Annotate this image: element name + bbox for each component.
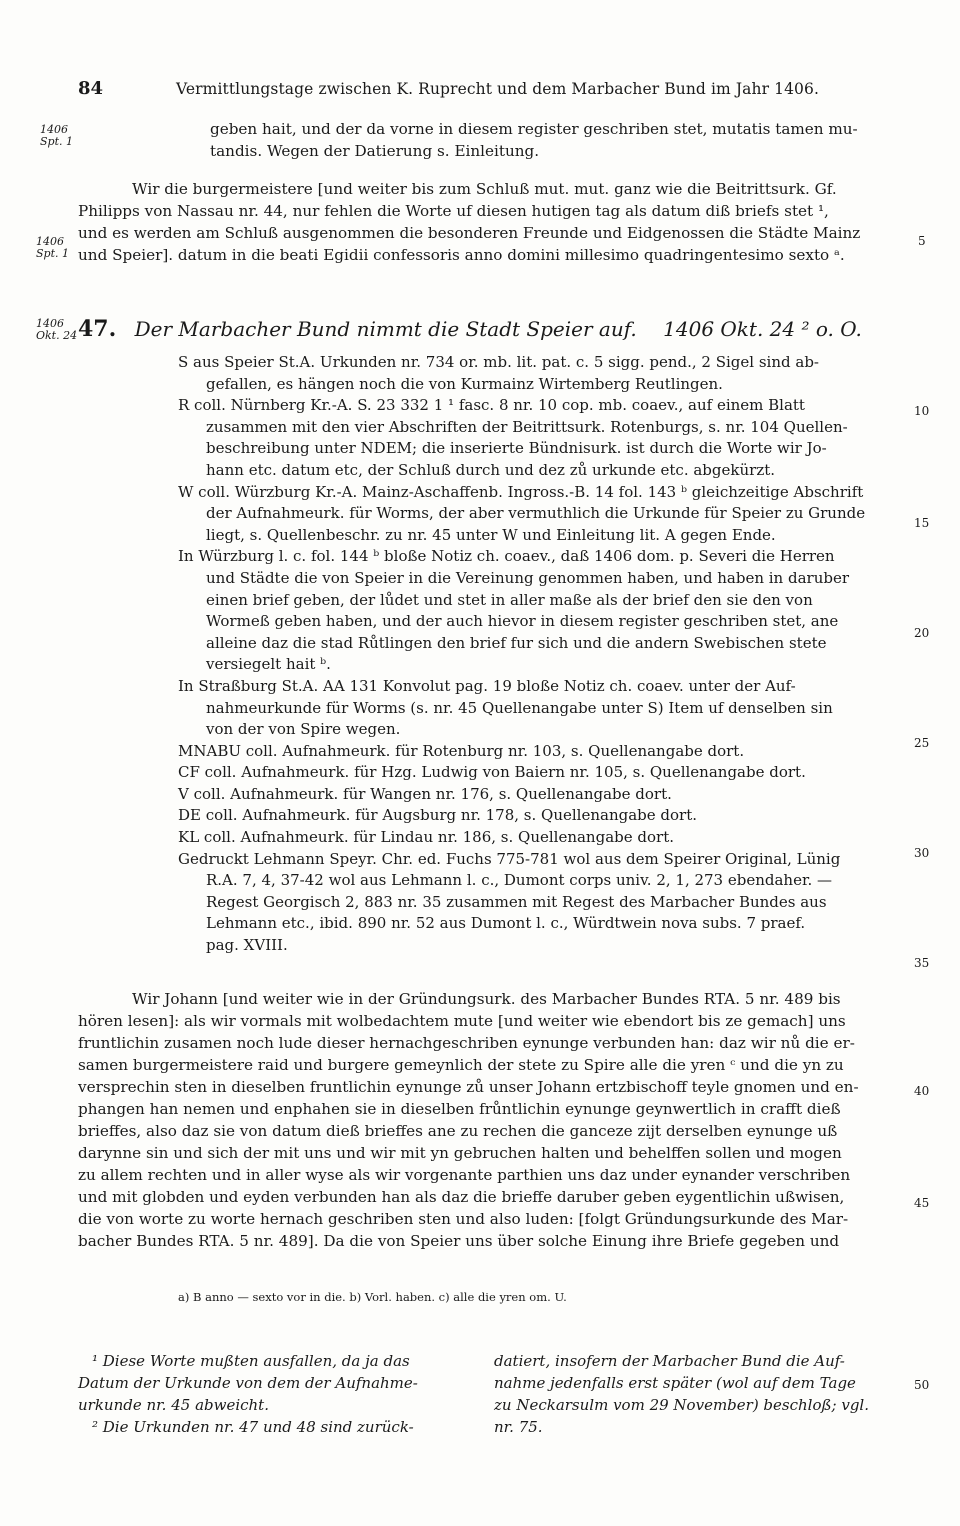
text-line: die von worte zu worte hernach geschriben sten und also luden: [folgt Gründungsurkunde des Mar-: [78, 1210, 849, 1228]
margin-date-day: Okt. 24: [36, 329, 78, 342]
document-title: Der Marbacher Bund nimmt die Stadt Speier auf.: [134, 317, 637, 341]
line-number: 30: [914, 846, 930, 860]
text-line: hann etc. datum etc, der Schluß durch und dez zů urkunde etc. abgekürzt.: [206, 460, 776, 479]
source-entry: [178, 849, 898, 957]
text-line: samen burgermeistere raid und burgere gemeynlich der stete zu Spire alle die yren ᶜ und die yn zu: [78, 1056, 844, 1074]
document-number: 47.: [78, 316, 117, 342]
text-line: brieffes, also daz sie von datum dieß brieffes ane zu rechen die ganceze zijt derselben eynunge uß: [78, 1122, 838, 1140]
source-entry: [178, 762, 898, 784]
source-entry: [178, 805, 898, 827]
margin-date: [36, 236, 69, 260]
text-line: nahmeurkunde für Worms (s. nr. 45 Quellenangabe unter S) Item uf denselben sin: [206, 698, 833, 717]
margin-date-year: 1406: [36, 317, 64, 330]
text-line: R coll. Nürnberg Kr.-A. S. 23 332 1 ¹ fasc. 8 nr. 10 cop. mb. coaev., auf einem Blatt: [178, 396, 805, 415]
margin-date-year: 1406: [40, 123, 68, 136]
text-line: S aus Speier St.A. Urkunden nr. 734 or. mb. lit. pat. c. 5 sigg. pend., 2 Sigel sind ab-: [178, 353, 819, 371]
text-line: liegt, s. Quellenbeschr. zu nr. 45 unter W und Einleitung lit. A gegen Ende.: [206, 525, 776, 544]
text-line: einen brief geben, der lůdet und stet in aller maße als der brief den sie den von: [206, 590, 813, 609]
text-line: W coll. Würzburg Kr.-A. Mainz-Aschaffenb. Ingross.-B. 14 fol. 143 ᵇ gleichzeitige Abschrift: [178, 482, 864, 501]
text-critical-notes: a) B anno — sexto vor in die. b) Vorl. haben. c) alle die yren om. U.: [178, 1290, 567, 1304]
footnote-line: datiert, insofern der Marbacher Bund die Auf-: [494, 1352, 845, 1370]
main-text: [78, 988, 892, 1252]
margin-date-day: Spt. 1: [40, 135, 73, 148]
text-line: versprechin sten in dieselben fruntlichin eynunge zů unser Johann ertzbischoff teyle gnomen und en-: [78, 1078, 859, 1096]
source-entry: [178, 741, 898, 763]
source-entry: [178, 676, 898, 741]
footnote-line: ² Die Urkunden nr. 47 und 48 sind zurück-: [92, 1418, 414, 1436]
line-number: 50: [914, 1378, 930, 1392]
line-number: 10: [914, 404, 930, 418]
text-line: In Würzburg l. c. fol. 144 ᵇ bloße Notiz ch. coaev., daß 1406 dom. p. Severi die Herren: [178, 547, 835, 566]
running-title: Vermittlungstage zwischen K. Ruprecht und dem Marbacher Bund im Jahr 1406.: [176, 80, 819, 98]
text-line: geben hait, und der da vorne in diesem register geschriben stet, mutatis tamen mu-: [210, 120, 858, 138]
text-line: R.A. 7, 4, 37-42 wol aus Lehmann l. c., Dumont corps univ. 2, 1, 273 ebendaher. —: [206, 871, 833, 890]
source-entry: [178, 352, 898, 395]
text-line: phangen han nemen und enphahen sie in dieselben frůntlichin eynunge geynwertlich in crafft dieß: [78, 1100, 841, 1118]
text-line: fruntlichin zusamen noch lude dieser hernachgeschriben eynunge verbunden han: daz wir nů die er-: [78, 1034, 855, 1052]
text-line: Wir die burgermeistere [und weiter bis zum Schluß mut. mut. ganz wie die Beitrittsurk. Gf.: [132, 180, 837, 198]
text-line: Gedruckt Lehmann Speyr. Chr. ed. Fuchs 775-781 wol aus dem Speirer Original, Lünig: [178, 849, 841, 868]
source-apparatus: [178, 352, 898, 957]
margin-date: [40, 124, 73, 148]
text-line: und Speier]. datum in die beati Egidii confessoris anno domini millesimo quadringentesimo sexto ᵃ.: [78, 246, 845, 264]
source-entry: [178, 546, 898, 676]
source-entry: [178, 482, 898, 547]
source-entry: [178, 827, 898, 849]
line-number: 15: [914, 516, 930, 530]
text-line: alleine daz die stad Růtlingen den brief fur sich und die andern Swebischen stete: [206, 633, 827, 652]
text-line: DE coll. Aufnahmeurk. für Augsburg nr. 178, s. Quellenangabe dort.: [178, 806, 698, 825]
text-line: und Städte die von Speier in die Vereinung genommen haben, und haben in daruber: [206, 568, 850, 587]
source-entry: [178, 784, 898, 806]
line-number: 45: [914, 1196, 930, 1210]
text-line: der Aufnahmeurk. für Worms, der aber vermuthlich die Urkunde für Speier zu Grunde: [206, 504, 866, 523]
footnote-line: zu Neckarsulm vom 29 November) beschloß; vgl.: [494, 1396, 869, 1414]
text-line: Lehmann etc., ibid. 890 nr. 52 aus Dumont l. c., Würdtwein nova subs. 7 praef.: [206, 914, 806, 933]
text-line: MNABU coll. Aufnahmeurk. für Rotenburg nr. 103, s. Quellenangabe dort.: [178, 741, 745, 760]
text-line: In Straßburg St.A. AA 131 Konvolut pag. 19 bloße Notiz ch. coaev. unter der Auf-: [178, 676, 796, 695]
text-line: bacher Bundes RTA. 5 nr. 489]. Da die von Speier uns über solche Einung ihre Briefe gegeben und: [78, 1232, 840, 1250]
text-line: Wir Johann [und weiter wie in der Gründungsurk. des Marbacher Bundes RTA. 5 nr. 489 bis: [132, 990, 841, 1008]
footnote-line: ¹ Diese Worte mußten ausfallen, da ja das: [92, 1352, 410, 1370]
text-line: und mit globden und eyden verbunden han als daz die brieffe daruber geben eygentlichin ußwisen,: [78, 1188, 845, 1206]
text-line: versiegelt hait ᵇ.: [206, 655, 331, 674]
line-number: 35: [914, 956, 930, 970]
margin-date-year: 1406: [36, 235, 64, 248]
text-line: Regest Georgisch 2, 883 nr. 35 zusammen mit Regest des Marbacher Bundes aus: [206, 892, 827, 911]
text-line: und es werden am Schluß ausgenommen die besonderen Freunde und Eidgenossen die Städte Mainz: [78, 224, 861, 242]
source-entry: [178, 395, 898, 481]
footnote-line: Datum der Urkunde von dem der Aufnahme-: [78, 1374, 418, 1392]
text-line: V coll. Aufnahmeurk. für Wangen nr. 176, s. Quellenangabe dort.: [178, 784, 672, 803]
margin-date: [36, 318, 77, 342]
document-date: 1406 Okt. 24 ² o. O.: [663, 317, 862, 341]
line-number: 25: [914, 736, 930, 750]
page-number: 84: [78, 78, 104, 99]
line-number: 5: [918, 234, 926, 248]
footnote-line: nahme jedenfalls erst später (wol auf dem Tage: [494, 1374, 856, 1392]
text-line: zusammen mit den vier Abschriften der Beitrittsurk. Rotenburgs, s. nr. 104 Quellen-: [206, 417, 848, 436]
footnotes-right: [494, 1350, 894, 1438]
text-line: KL coll. Aufnahmeurk. für Lindau nr. 186, s. Quellenangabe dort.: [178, 828, 674, 847]
text-line: tandis. Wegen der Datierung s. Einleitung.: [210, 142, 540, 160]
text-line: CF coll. Aufnahmeurk. für Hzg. Ludwig von Baiern nr. 105, s. Quellenangabe dort.: [178, 763, 806, 782]
text-line: gefallen, es hängen noch die von Kurmainz Wirtemberg Reutlingen.: [206, 374, 723, 393]
text-line: zu allem rechten und in aller wyse als wir vorgenante parthien uns daz under eynander verschriben: [78, 1166, 851, 1184]
footnotes-left: [78, 1350, 470, 1438]
footnote-line: urkunde nr. 45 abweicht.: [78, 1396, 269, 1414]
intro-paragraph: [210, 118, 890, 162]
margin-date-day: Spt. 1: [36, 247, 69, 260]
text-line: beschreibung unter NDEM; die inserierte Bündnisurk. ist durch die Worte wir Jo-: [206, 439, 827, 458]
text-line: Philipps von Nassau nr. 44, nur fehlen die Worte uf diesen hutigen tag als datum diß briefs stet ¹,: [78, 202, 829, 220]
text-line: darynne sin und sich der mit uns und wir mit yn gebruchen halten und behelffen sollen und mogen: [78, 1144, 842, 1162]
line-number: 40: [914, 1084, 930, 1098]
text-line: von der von Spire wegen.: [206, 720, 401, 739]
text-line: hören lesen]: als wir vormals mit wolbedachtem mute [und weiter wie ebendort bis ze gemach] uns: [78, 1012, 846, 1030]
footnote-line: nr. 75.: [494, 1418, 543, 1436]
paragraph-beitritt: [78, 178, 892, 266]
text-line: pag. XVIII.: [206, 936, 288, 955]
line-number: 20: [914, 626, 930, 640]
document-heading: [78, 316, 862, 342]
text-line: Wormeß geben haben, und der auch hievor in diesem register geschriben stet, ane: [206, 612, 839, 631]
